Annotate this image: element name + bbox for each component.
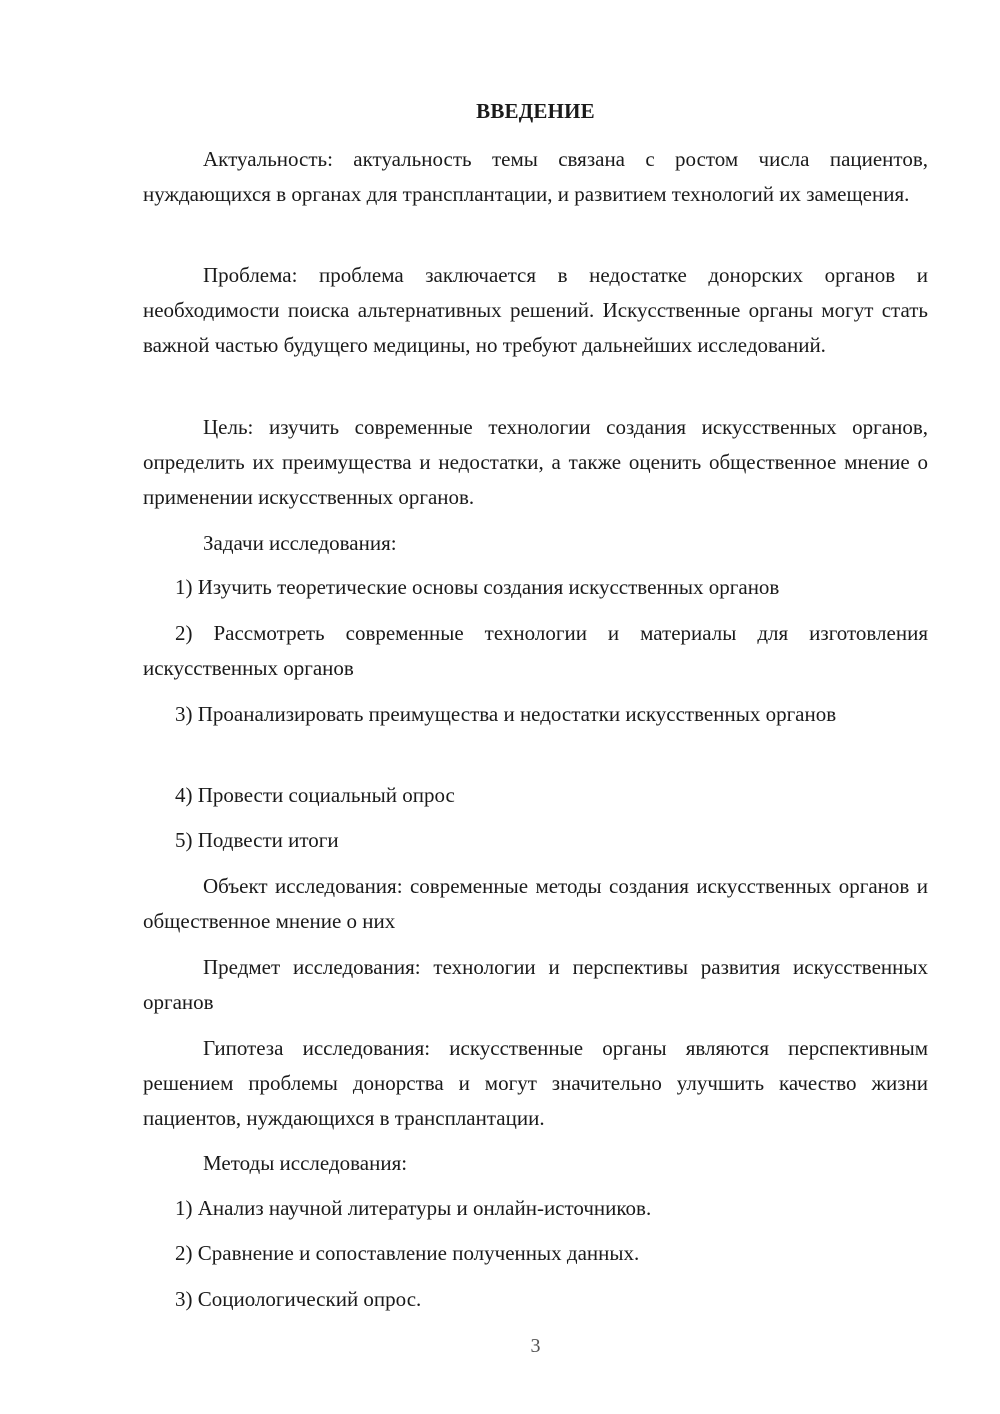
list-item-task-4: 4) Провести социальный опрос [175, 783, 455, 807]
page-title: ВВЕДЕНИЕ [476, 99, 595, 123]
paragraph-problem: Проблема: проблема заключается в недостатке донорских органов и необходимости поиска альтернативных решений. Искусственные органы могут стать важной частью будущего медицины, но требуют дальнейших исследований. [143, 263, 928, 357]
paragraph-relevance: Актуальность: актуальность темы связана с ростом числа пациентов, нуждающихся в органах для трансплантации, и развитием технологий их замещения. [143, 147, 928, 206]
paragraph-tasks-heading: Задачи исследования: [203, 531, 397, 555]
list-item-method-3: 3) Социологический опрос. [175, 1287, 422, 1311]
list-item-task-3: 3) Проанализировать преимущества и недостатки искусственных органов [175, 702, 837, 726]
list-item-task-5: 5) Подвести итоги [175, 828, 339, 852]
page-number: 3 [530, 1335, 541, 1357]
paragraph-object: Объект исследования: современные методы создания искусственных органов и общественное мнение о них [143, 874, 928, 933]
paragraph-methods-heading: Методы исследования: [203, 1151, 408, 1175]
paragraph-goal: Цель: изучить современные технологии создания искусственных органов, определить их преимущества и недостатки, а также оценить общественное мнение о применении искусственных органов. [143, 415, 928, 509]
paragraph-subject: Предмет исследования: технологии и перспективы развития искусственных органов [143, 955, 928, 1014]
list-item-task-2: 2) Рассмотреть современные технологии и материалы для изготовления искусственных органов [143, 621, 928, 680]
list-item-method-1: 1) Анализ научной литературы и онлайн-источников. [175, 1196, 652, 1220]
list-item-method-2: 2) Сравнение и сопоставление полученных данных. [175, 1241, 640, 1265]
paragraph-hypothesis: Гипотеза исследования: искусственные органы являются перспективным решением проблемы донорства и могут значительно улучшить качество жизни пациентов, нуждающихся в трансплантации. [143, 1036, 928, 1130]
list-item-task-1: 1) Изучить теоретические основы создания искусственных органов [175, 575, 780, 599]
